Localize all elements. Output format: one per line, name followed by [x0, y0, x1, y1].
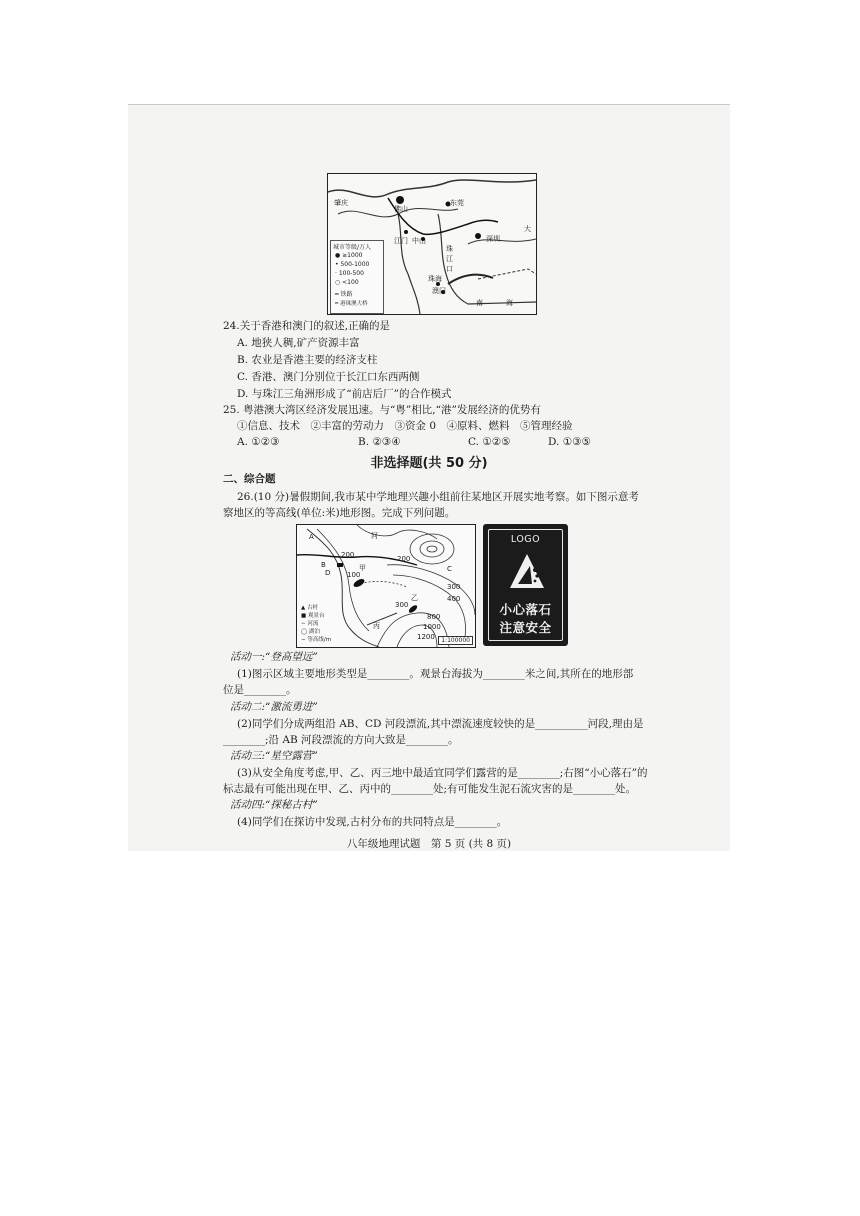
contour-legend	[299, 603, 339, 645]
legend-title: 城市等级/万人	[333, 244, 372, 251]
legend-item: ▲ 古村	[301, 605, 318, 611]
activity4-title: 活动四:“探秘古村”	[230, 799, 318, 811]
sign-text-line1: 小心落石	[499, 602, 552, 617]
contour-value: 200	[341, 551, 355, 559]
contour-label-yi: 乙	[411, 594, 418, 602]
map-label-jiang: 江	[446, 255, 453, 263]
q26-intro-line1: 26.(10 分)暑假期间,我市某中学地理兴趣小组前往某地区开展实地考察。如下图示意考	[237, 491, 639, 503]
section-title: 非选择题(共 50 分)	[370, 456, 488, 471]
map-label-macau: 澳门	[432, 287, 446, 295]
q24-option-d: D. 与珠江三角洲形成了“前店后厂”的合作模式	[237, 388, 452, 400]
map-label-zhaoqing: 肇庆	[334, 199, 348, 207]
map-label-hai: 海	[506, 299, 513, 307]
contour-label-bing: 丙	[373, 622, 380, 630]
legend-bridge: ═ 港珠澳大桥	[335, 301, 368, 307]
q26-part2-line2: ________;沿 AB 河段漂流的方向大致是________。	[223, 734, 459, 746]
legend-item: • 500-1000	[335, 261, 370, 268]
q26-part3-line2: 标志最有可能出现在甲、乙、丙中的________处;有可能发生泥石流灾害的是________处。	[223, 783, 637, 795]
contour-label-a: A	[309, 533, 314, 541]
sign-logo: LOGO	[510, 534, 541, 545]
map-label-dongguan: 东莞	[450, 199, 464, 207]
map-label-kou: 口	[446, 265, 453, 273]
activity1-title: 活动一:“登高望远”	[230, 651, 318, 663]
map-label-zhongshan: 中山	[412, 237, 426, 245]
falling-rocks-sign	[483, 524, 568, 646]
legend-item: − 等高线/m	[301, 637, 332, 643]
q25-stem: 25. 粤港澳大湾区经济发展迅速。与“粤”相比,“港”发展经济的优势有	[223, 404, 541, 416]
activity3-title: 活动三:“星空露营”	[230, 750, 318, 762]
pearl-river-delta-map	[327, 173, 537, 315]
contour-value: 300	[447, 583, 461, 591]
sign-frame	[488, 529, 563, 641]
map-scale: 1:100000	[438, 636, 473, 645]
q25-option-c: C. ①②⑤	[468, 436, 511, 448]
q25-option-b: B. ②③④	[358, 436, 401, 448]
legend-item: · 100-500	[335, 270, 364, 277]
falling-rocks-icon	[508, 552, 546, 592]
contour-label-jia: 甲	[359, 564, 366, 572]
map-label-foshan: 佛山	[394, 205, 408, 213]
q26-part4-line1: (4)同学们在探访中发现,古村分布的共同特点是________。	[237, 816, 508, 828]
contour-value: 1200	[417, 633, 435, 641]
scanned-page	[128, 104, 730, 851]
contour-map	[296, 524, 476, 648]
page-footer: 八年级地理试题 第 5 页 (共 8 页)	[346, 838, 512, 850]
contour-value: 400	[447, 595, 461, 603]
legend-item: ∼ 河流	[301, 621, 319, 627]
contour-label-c: C	[447, 565, 452, 573]
legend-item: ◯ 湖泊	[301, 629, 320, 635]
map-label-da: 大	[524, 225, 531, 233]
contour-label-d: D	[325, 569, 331, 577]
map-label-zhu: 珠	[446, 245, 453, 253]
activity2-title: 活动二:“激流勇进”	[230, 701, 318, 713]
map-label-nan: 南	[476, 299, 483, 307]
contour-value: 200	[397, 555, 411, 563]
contour-label-river: 河	[371, 532, 378, 540]
legend-item: ○ <100	[335, 279, 359, 286]
map-legend	[330, 240, 384, 314]
q26-intro-line2: 察地区的等高线(单位:米)地形图。完成下列问题。	[223, 507, 456, 519]
legend-item: ● ≥1000	[335, 252, 363, 259]
q24-stem: 24.关于香港和澳门的叙述,正确的是	[223, 320, 391, 332]
legend-rail: ━ 铁路	[335, 291, 353, 298]
contour-value: 800	[427, 613, 441, 621]
contour-value: 300	[395, 601, 409, 609]
q25-option-d: D. ①③⑤	[548, 436, 591, 448]
q24-option-c: C. 香港、澳门分别位于长江口东西两侧	[237, 371, 420, 383]
map-label-zhuhai: 珠海	[428, 275, 442, 283]
contour-value: 100	[347, 571, 361, 579]
q25-items: ①信息、技术 ②丰富的劳动力 ③资金 0 ④原料、燃料 ⑤管理经验	[237, 420, 573, 432]
sign-text-line2: 注意安全	[499, 620, 552, 635]
map-label-jiangmen: 江门	[394, 237, 408, 245]
legend-item: ■ 观景台	[301, 613, 325, 619]
q26-part1-line2: 位是________。	[223, 684, 297, 696]
contour-label-b: B	[321, 561, 326, 569]
q25-option-a: A. ①②③	[237, 436, 280, 448]
q26-part3-line1: (3)从安全角度考虑,甲、乙、丙三地中最适宜同学们露营的是________;右图“小心落石”的	[237, 767, 648, 779]
q26-part2-line1: (2)同学们分成两组沿 AB、CD 河段漂流,其中漂流速度较快的是__________河段,理由是	[237, 718, 644, 730]
q26-part1-line1: (1)图示区域主要地形类型是________。观景台海拔为________米之间,其所在的地形部	[237, 668, 634, 680]
q24-option-a: A. 地狭人稠,矿产资源丰富	[237, 337, 360, 349]
part2-label: 二、综合题	[223, 473, 276, 485]
contour-value: 1000	[423, 623, 441, 631]
map-label-shenzhen: 深圳	[486, 235, 500, 243]
q24-option-b: B. 农业是香港主要的经济支柱	[237, 354, 378, 366]
